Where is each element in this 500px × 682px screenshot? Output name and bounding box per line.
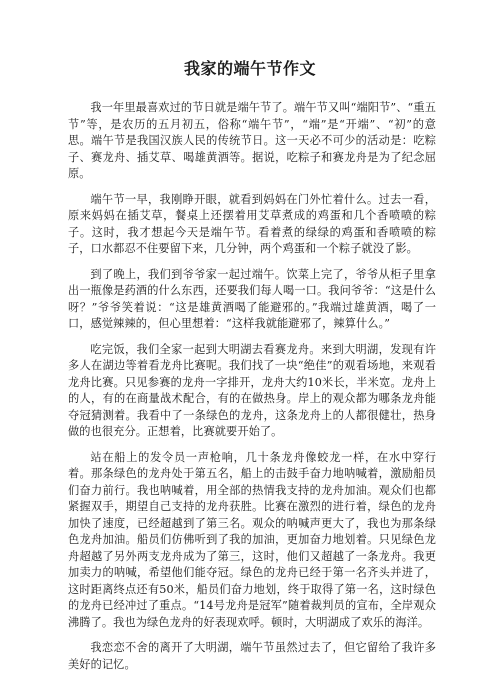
document-title: 我家的端午节作文 <box>183 59 316 78</box>
paragraph-dragon-boat: 吃完饭，我们全家一起到大明湖去看赛龙舟。来到大明湖，发现有许多人在湖边等着看龙舟比赛呢。我们找了一块“绝佳”的观看场地，来观看龙舟比赛。只见参赛的龙舟一字排开，龙舟大约10米长，半米宽。龙舟上的人，有的在商量战术配合，有的在做热身。岸上的观众都为哪条龙舟能夺冠猜测着。我看中了一条绿色的龙舟，这条龙舟上的人都很健壮，热身做的也很充分。正想着，比赛就要开始了。 <box>68 342 436 438</box>
paragraph-intro: 我一年里最喜欢过的节日就是端午节了。端午节又叫“端阳节”、“重五节”等，是农历的五月初五，俗称“端午节”，“端”是“开端”、“初”的意思。端午节是我国汉族人民的传统节日。这一天必不可少的活动是：吃粽子、赛龙舟、插艾草、喝雄黄酒等。据说，吃粽子和赛龙舟是为了纪念屈原。 <box>68 101 436 180</box>
paragraph-conclusion: 我恋恋不舍的离开了大明湖，端午节虽然过去了，但它留给了我许多美好的记忆。 <box>68 641 436 671</box>
paragraph-race: 站在船上的发令员一声枪响，几十条龙舟像蛟龙一样，在水中穿行着。那条绿色的龙舟处于第五名，船上的击鼓手奋力地呐喊着，激励船员们奋力前行。我也呐喊着，用全部的热情我支持的龙舟加油。观众们也都紧握双手，期望自己支持的龙舟获胜。比赛在激烈的进行着，绿色的龙舟加快了速度，已经超越到了第三名。观众的呐喊声更大了，我也为那条绿色龙舟加油。船员们仿佛听到了我的加油，更加奋力地划着。只见绿色龙舟超越了另外两支龙舟成为了第三，这时，他们又超越了一条龙舟。我更加卖力的呐喊，希望他们能夺冠。绿色的龙舟已经于第一名齐头并进了，这时距离终点还有50米，船员们奋力地划，终于取得了第一名，这时绿色的龙舟已经冲过了重点。“14号龙舟是冠军”随着裁判员的宣布，全岸观众沸腾了。我也为绿色龙舟的好表现欢呼。顿时，大明湖成了欢乐的海洋。 <box>68 450 436 629</box>
paragraph-morning: 端午节一早，我刚睁开眼，就看到妈妈在门外忙着什么。过去一看，原来妈妈在插艾草，餐桌上还摆着用艾草煮成的鸡蛋和几个香喷喷的粽子。这时，我才想起今天是端午节。看着煮的绿绿的鸡蛋和香喷喷的粽子，口水都忍不住要留下来，几分钟，两个鸡蛋和一个粽子就没了影。 <box>68 192 436 255</box>
paragraph-evening: 到了晚上，我们到爷爷家一起过端午。饮菜上完了，爷爷从柜子里拿出一瓶像是药酒的什么东西，还要我们每人喝一口。我问爷爷：“这是什么呀？”爷爷笑着说：“这是雄黄酒喝了能避邪的。”我端过雄黄酒，喝了一口，感觉辣辣的，但心里想着：“这样我就能避邪了，辣算什么。” <box>68 267 436 330</box>
document-body <box>68 100 436 682</box>
